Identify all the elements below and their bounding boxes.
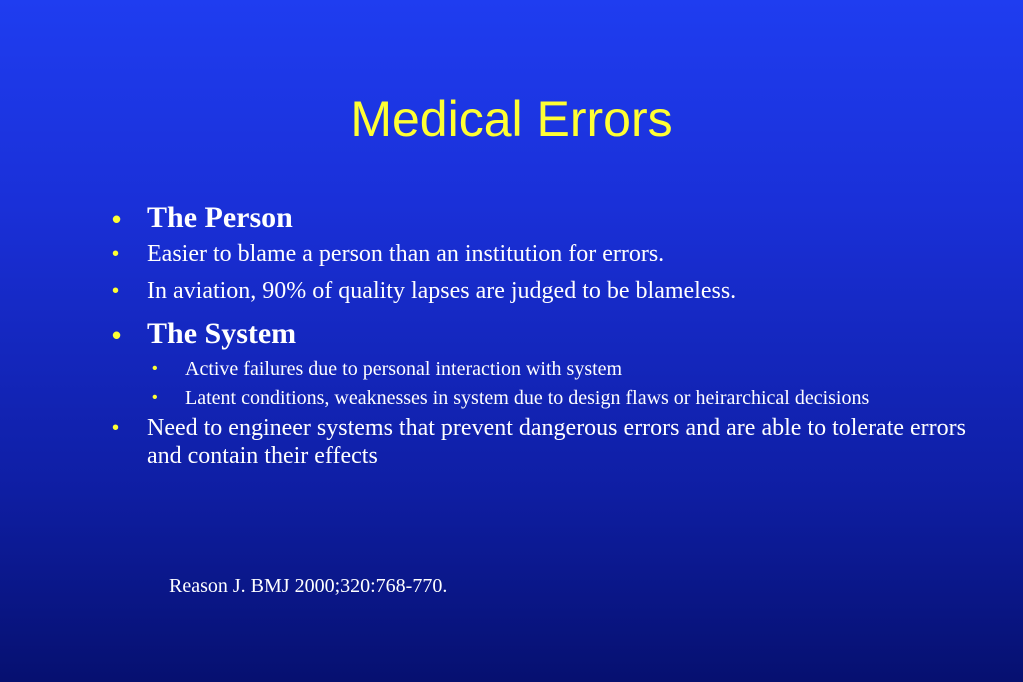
- list-item-text: The Person: [147, 201, 293, 234]
- list-item-text: In aviation, 90% of quality lapses are judged to be blameless.: [147, 278, 737, 304]
- bullet-list: [112, 198, 972, 479]
- bullet-icon: •: [152, 389, 158, 406]
- bullet-icon: •: [112, 280, 120, 302]
- slide-title: Medical Errors: [350, 91, 673, 147]
- list-item-text: Easier to blame a person than an institution for errors.: [147, 241, 665, 267]
- bullet-icon: •: [112, 417, 120, 439]
- bullet-icon: •: [152, 360, 158, 377]
- bullet-icon: •: [112, 243, 120, 265]
- list-item: [152, 385, 972, 411]
- bullet-icon: •: [112, 320, 122, 350]
- bullet-icon: •: [112, 204, 122, 234]
- list-item: [112, 240, 972, 268]
- citation: Reason J. BMJ 2000;320:768-770.: [169, 575, 448, 597]
- list-item-text: Active failures due to personal interaction with system: [185, 358, 623, 380]
- list-item-text: Need to engineer systems that prevent dangerous errors and are able to tolerate errors and contain their effects: [147, 415, 966, 469]
- list-item: [112, 277, 972, 305]
- list-item: [112, 414, 972, 470]
- list-item: [112, 314, 972, 354]
- list-item-text: The System: [147, 317, 297, 350]
- list-item: [152, 356, 972, 382]
- list-item-text: Latent conditions, weaknesses in system due to design flaws or heirarchical decisions: [185, 387, 870, 409]
- list-item: [112, 198, 972, 238]
